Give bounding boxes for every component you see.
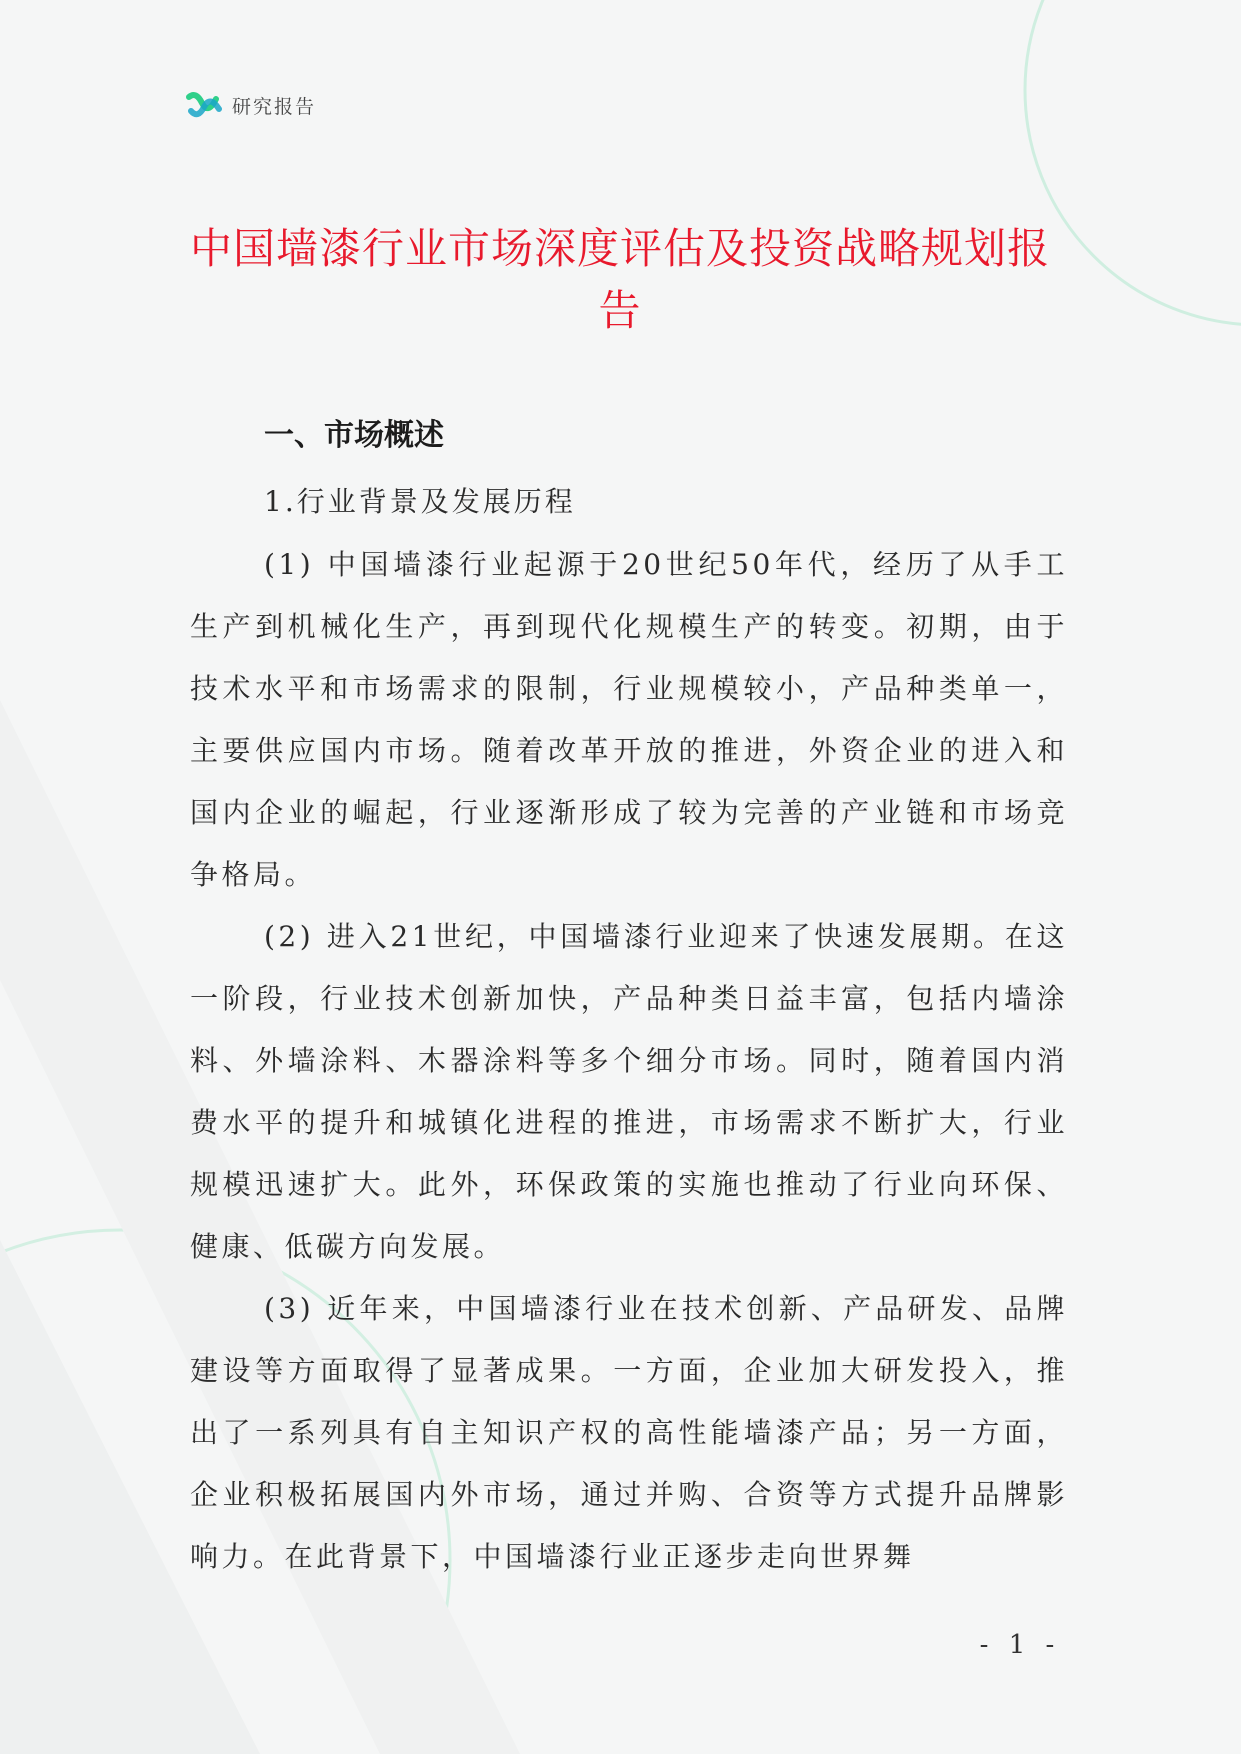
document-body [190, 412, 1068, 1588]
section-heading: 一、市场概述 [264, 418, 444, 453]
paragraph-1: (1) 中国墙漆行业起源于20世纪50年代，经历了从手工生产到机械化生产，再到现代化规模生产的转变。初期，由于技术水平和市场需求的限制，行业规模较小，产品种类单一，主要供应国内市场。随着改革开放的推进，外资企业的进入和国内企业的崛起，行业逐渐形成了较为完善的产业链和市场竞争格局。 [190, 548, 1068, 891]
report-header [186, 88, 316, 122]
document-title: 中国墙漆行业市场深度评估及投资战略规划报告 [190, 224, 1051, 335]
subsection-heading: 1.行业背景及发展历程 [264, 485, 576, 518]
header-label: 研究报告 [232, 95, 317, 118]
brand-logo-icon [186, 89, 222, 121]
paragraph-3: (3) 近年来，中国墙漆行业在技术创新、产品研发、品牌建设等方面取得了显著成果。一方面，企业加大研发投入，推出了一系列具有自主知识产权的高性能墙漆产品；另一方面，企业积极拓展国内外市场，通过并购、合资等方式提升品牌影响力。在此背景下，中国墙漆行业正逐步走向世界舞 [190, 1292, 1068, 1573]
page-number: - 1 - [979, 1630, 1061, 1660]
paragraph-2: (2) 进入21世纪，中国墙漆行业迎来了快速发展期。在这一阶段，行业技术创新加快，产品种类日益丰富，包括内墙涂料、外墙涂料、木器涂料等多个细分市场。同时，随着国内消费水平的提升和城镇化进程的推进，市场需求不断扩大，行业规模迅速扩大。此外，环保政策的实施也推动了行业向环保、健康、低碳方向发展。 [190, 920, 1068, 1263]
